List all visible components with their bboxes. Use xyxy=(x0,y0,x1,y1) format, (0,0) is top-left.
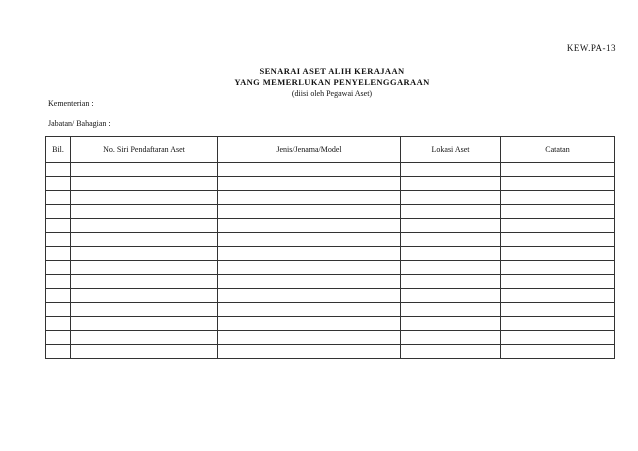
cell-jenis[interactable] xyxy=(218,303,401,317)
cell-bil[interactable] xyxy=(46,331,71,345)
cell-bil[interactable] xyxy=(46,233,71,247)
cell-catatan[interactable] xyxy=(501,205,615,219)
cell-bil[interactable] xyxy=(46,247,71,261)
cell-bil[interactable] xyxy=(46,317,71,331)
form-code: KEW.PA-13 xyxy=(566,43,616,53)
cell-lokasi[interactable] xyxy=(401,317,501,331)
cell-lokasi[interactable] xyxy=(401,345,501,359)
cell-no-siri[interactable] xyxy=(71,261,218,275)
cell-bil[interactable] xyxy=(46,261,71,275)
header-bil: Bil. xyxy=(46,137,71,163)
cell-catatan[interactable] xyxy=(501,247,615,261)
table-row xyxy=(46,289,615,303)
table-header-row xyxy=(46,137,615,163)
cell-no-siri[interactable] xyxy=(71,219,218,233)
cell-catatan[interactable] xyxy=(501,345,615,359)
cell-catatan[interactable] xyxy=(501,289,615,303)
cell-catatan[interactable] xyxy=(501,219,615,233)
cell-lokasi[interactable] xyxy=(401,219,501,233)
table-row xyxy=(46,331,615,345)
table-row xyxy=(46,205,615,219)
header-jenis: Jenis/Jenama/Model xyxy=(218,137,401,163)
cell-jenis[interactable] xyxy=(218,317,401,331)
table-row xyxy=(46,345,615,359)
cell-lokasi[interactable] xyxy=(401,275,501,289)
cell-jenis[interactable] xyxy=(218,275,401,289)
cell-jenis[interactable] xyxy=(218,177,401,191)
cell-catatan[interactable] xyxy=(501,261,615,275)
cell-lokasi[interactable] xyxy=(401,233,501,247)
cell-catatan[interactable] xyxy=(501,275,615,289)
table-row xyxy=(46,247,615,261)
cell-no-siri[interactable] xyxy=(71,275,218,289)
cell-bil[interactable] xyxy=(46,303,71,317)
cell-no-siri[interactable] xyxy=(71,317,218,331)
table-row xyxy=(46,261,615,275)
cell-no-siri[interactable] xyxy=(71,233,218,247)
cell-jenis[interactable] xyxy=(218,205,401,219)
cell-no-siri[interactable] xyxy=(71,177,218,191)
cell-jenis[interactable] xyxy=(218,289,401,303)
table-row xyxy=(46,233,615,247)
cell-bil[interactable] xyxy=(46,219,71,233)
header-lokasi: Lokasi Aset xyxy=(401,137,501,163)
table-row xyxy=(46,177,615,191)
cell-no-siri[interactable] xyxy=(71,345,218,359)
cell-no-siri[interactable] xyxy=(71,289,218,303)
table-body xyxy=(46,163,615,359)
cell-lokasi[interactable] xyxy=(401,331,501,345)
cell-jenis[interactable] xyxy=(218,191,401,205)
table-row xyxy=(46,163,615,177)
cell-no-siri[interactable] xyxy=(71,191,218,205)
cell-jenis[interactable] xyxy=(218,345,401,359)
cell-lokasi[interactable] xyxy=(401,261,501,275)
table-row xyxy=(46,191,615,205)
table-row xyxy=(46,219,615,233)
cell-no-siri[interactable] xyxy=(71,331,218,345)
document-subtitle: (diisi oleh Pegawai Aset) xyxy=(291,89,373,98)
cell-lokasi[interactable] xyxy=(401,289,501,303)
cell-jenis[interactable] xyxy=(218,233,401,247)
document-title: SENARAI ASET ALIH KERAJAAN xyxy=(259,66,405,76)
cell-lokasi[interactable] xyxy=(401,191,501,205)
cell-catatan[interactable] xyxy=(501,191,615,205)
cell-no-siri[interactable] xyxy=(71,205,218,219)
cell-lokasi[interactable] xyxy=(401,303,501,317)
cell-lokasi[interactable] xyxy=(401,177,501,191)
cell-jenis[interactable] xyxy=(218,219,401,233)
cell-bil[interactable] xyxy=(46,163,71,177)
table-row xyxy=(46,317,615,331)
cell-jenis[interactable] xyxy=(218,163,401,177)
table-row xyxy=(46,275,615,289)
cell-bil[interactable] xyxy=(46,345,71,359)
cell-catatan[interactable] xyxy=(501,317,615,331)
cell-no-siri[interactable] xyxy=(71,163,218,177)
cell-no-siri[interactable] xyxy=(71,247,218,261)
cell-bil[interactable] xyxy=(46,191,71,205)
ministry-field-label: Kementerian : xyxy=(48,99,94,108)
header-no-siri: No. Siri Pendaftaran Aset xyxy=(71,137,218,163)
cell-jenis[interactable] xyxy=(218,261,401,275)
cell-catatan[interactable] xyxy=(501,303,615,317)
cell-no-siri[interactable] xyxy=(71,303,218,317)
table-row xyxy=(46,303,615,317)
asset-table xyxy=(45,136,615,359)
department-field-label: Jabatan/ Bahagian : xyxy=(48,119,111,128)
cell-bil[interactable] xyxy=(46,177,71,191)
cell-catatan[interactable] xyxy=(501,233,615,247)
cell-bil[interactable] xyxy=(46,289,71,303)
cell-catatan[interactable] xyxy=(501,163,615,177)
cell-catatan[interactable] xyxy=(501,177,615,191)
document-title-line2: YANG MEMERLUKAN PENYELENGGARAAN xyxy=(234,77,430,87)
cell-lokasi[interactable] xyxy=(401,247,501,261)
cell-jenis[interactable] xyxy=(218,331,401,345)
cell-lokasi[interactable] xyxy=(401,163,501,177)
header-catatan: Catatan xyxy=(501,137,615,163)
cell-lokasi[interactable] xyxy=(401,205,501,219)
cell-bil[interactable] xyxy=(46,205,71,219)
cell-catatan[interactable] xyxy=(501,331,615,345)
cell-jenis[interactable] xyxy=(218,247,401,261)
cell-bil[interactable] xyxy=(46,275,71,289)
